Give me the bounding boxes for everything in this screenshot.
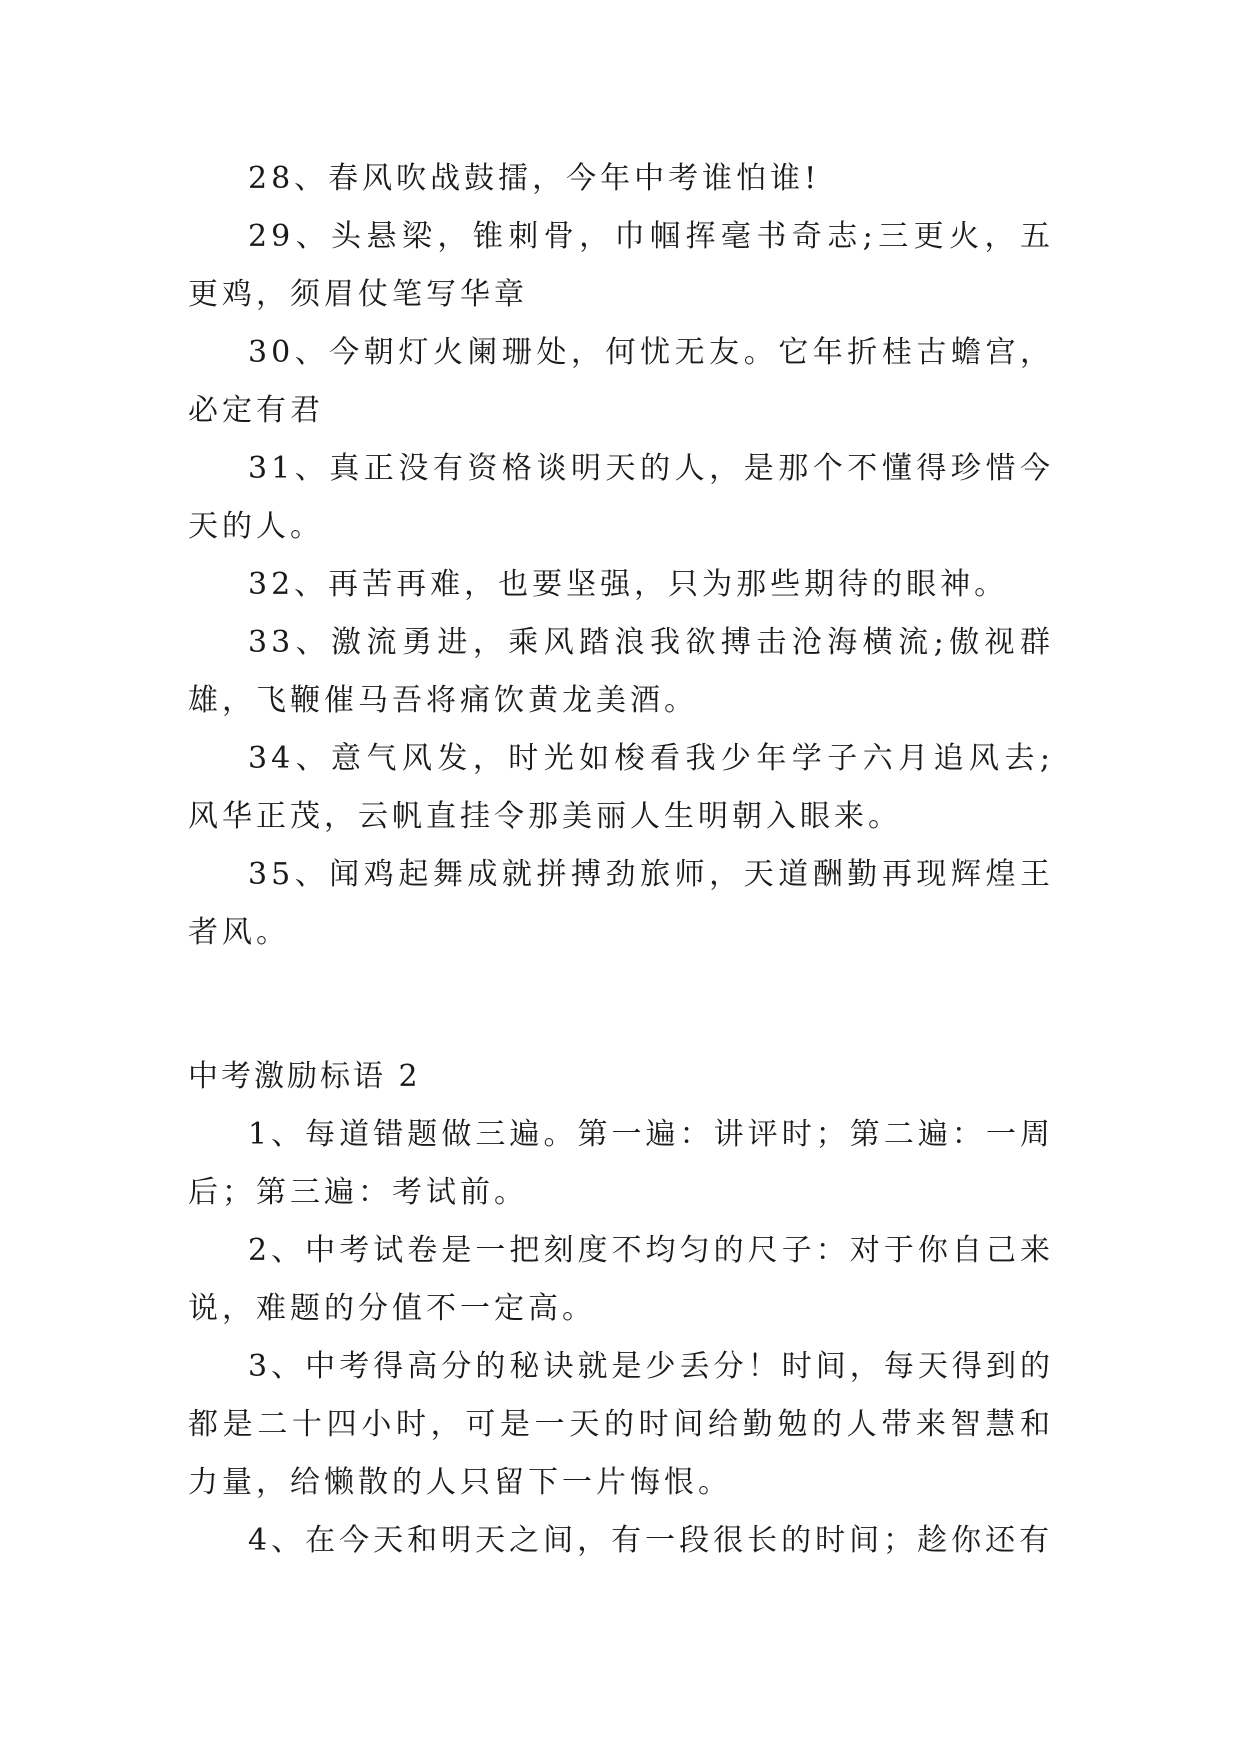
slogan-paragraph-29: 29、头悬梁，锥刺骨，巾帼挥毫书奇志;三更火，五更鸡，须眉仗笔写华章 bbox=[188, 219, 1054, 312]
slogan-paragraph-32: 32、再苦再难，也要坚强，只为那些期待的眼神。 bbox=[248, 567, 1009, 602]
slogan-paragraph-1: 1、每道错题做三遍。第一遍：讲评时；第二遍：一周后；第三遍：考试前。 bbox=[188, 1117, 1054, 1210]
document-body bbox=[188, 150, 1054, 1570]
slogan-paragraph-28: 28、春风吹战鼓擂，今年中考谁怕谁! bbox=[248, 161, 821, 196]
slogan-paragraph-3: 3、中考得高分的秘诀就是少丢分！时间，每天得到的都是二十四小时，可是一天的时间给勤勉的人带来智慧和力量，给懒散的人只留下一片悔恨。 bbox=[188, 1349, 1054, 1500]
slogan-paragraph-34: 34、意气风发，时光如梭看我少年学子六月追风去;风华正茂，云帆直挂令那美丽人生明朝入眼来。 bbox=[188, 741, 1054, 834]
slogan-paragraph-31: 31、真正没有资格谈明天的人，是那个不懂得珍惜今天的人。 bbox=[188, 451, 1054, 544]
slogan-paragraph-33: 33、激流勇进，乘风踏浪我欲搏击沧海横流;傲视群雄，飞鞭催马吾将痛饮黄龙美酒。 bbox=[188, 625, 1054, 718]
slogan-paragraph-2: 2、中考试卷是一把刻度不均匀的尺子：对于你自己来说，难题的分值不一定高。 bbox=[188, 1233, 1054, 1326]
slogan-paragraph-30: 30、今朝灯火阑珊处，何忧无友。它年折桂古蟾宫，必定有君 bbox=[188, 335, 1054, 428]
section-heading: 中考激励标语 2 bbox=[188, 1059, 421, 1094]
slogan-paragraph-35: 35、闻鸡起舞成就拼搏劲旅师，天道酬勤再现辉煌王者风。 bbox=[188, 857, 1054, 950]
slogan-paragraph-4: 4、在今天和明天之间，有一段很长的时间；趁你还有 bbox=[248, 1523, 1054, 1558]
